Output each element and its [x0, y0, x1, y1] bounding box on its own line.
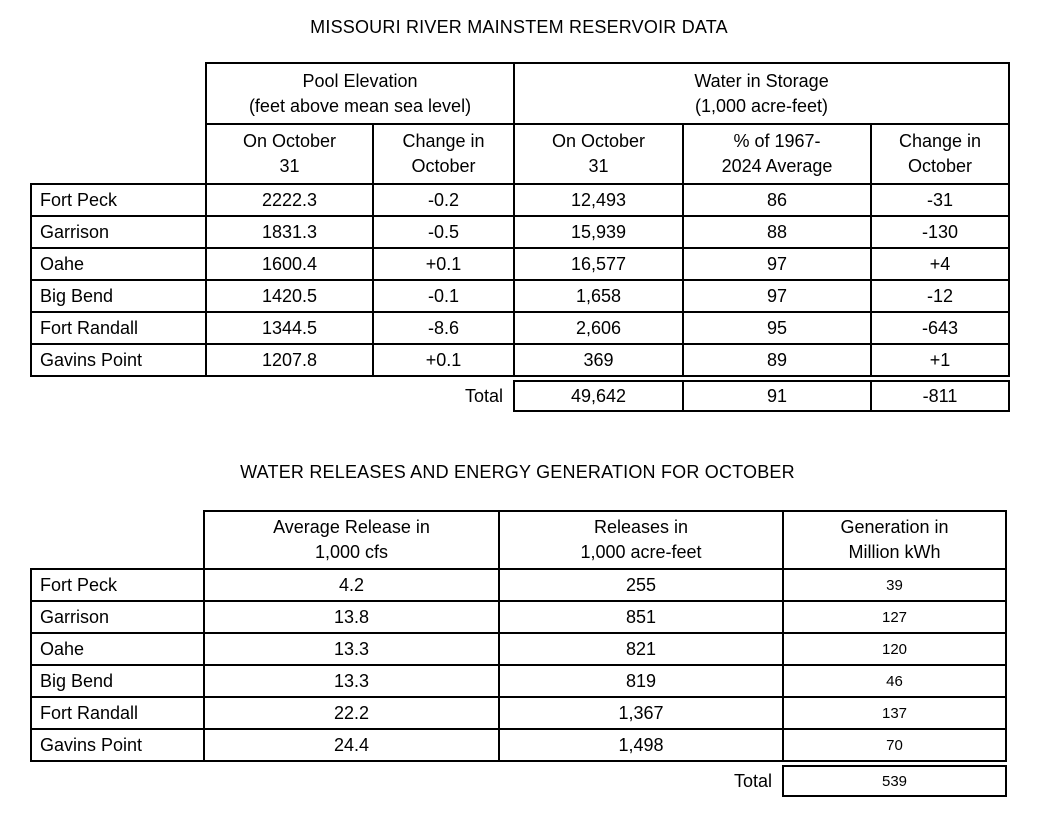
total-label: Total — [464, 385, 504, 406]
col-header-elev-on-october-31 — [206, 124, 373, 184]
data-cell: 4.2 — [204, 569, 499, 601]
data-cell: 1344.5 — [206, 312, 373, 344]
data-cell: 88 — [683, 216, 871, 248]
header-line: 31 — [279, 156, 300, 176]
data-cell: 1207.8 — [206, 344, 373, 376]
data-cell: 1,498 — [499, 729, 783, 761]
row-label: Big Bend — [31, 665, 204, 697]
header-line: (1,000 acre-feet) — [694, 95, 829, 116]
header-line: Change in — [402, 131, 485, 151]
header-line: % of 1967- — [733, 131, 821, 151]
data-cell: -0.1 — [373, 280, 514, 312]
total-label: Total — [733, 770, 772, 791]
header-line: 1,000 acre-feet — [580, 542, 702, 562]
header-line: Million kWh — [848, 542, 941, 562]
data-cell: -0.5 — [373, 216, 514, 248]
data-cell: 1,658 — [514, 280, 683, 312]
data-cell: -8.6 — [373, 312, 514, 344]
corner-spacer-cell — [31, 63, 206, 124]
col-header-average-release — [204, 511, 499, 569]
table-row-oahe — [31, 248, 1009, 280]
data-cell: 13.3 — [204, 633, 499, 665]
col-header-releases — [499, 511, 783, 569]
header-line: Pool Elevation — [302, 70, 418, 91]
data-cell: 13.3 — [204, 665, 499, 697]
data-cell: +0.1 — [373, 248, 514, 280]
table-row-garrison — [31, 601, 1006, 633]
corner-spacer-cell — [31, 511, 204, 569]
row-label: Garrison — [31, 601, 204, 633]
data-cell: 39 — [783, 569, 1006, 601]
table-row-gavins-point — [31, 729, 1006, 761]
data-cell: 821 — [499, 633, 783, 665]
reservoir-table-title: MISSOURI RIVER MAINSTEM RESERVOIR DATA — [310, 17, 728, 37]
header-line: (feet above mean sea level) — [248, 95, 472, 116]
table-row-gavins-point — [31, 344, 1009, 376]
header-row — [31, 511, 1006, 569]
data-cell: 97 — [683, 280, 871, 312]
col-header-storage-on-october-31 — [514, 124, 683, 184]
data-cell: 15,939 — [514, 216, 683, 248]
header-line: On October — [551, 131, 646, 151]
releases-table-title: WATER RELEASES AND ENERGY GENERATION FOR OCTOBER — [240, 462, 795, 482]
total-storage-pct: 91 — [683, 381, 871, 411]
data-cell: 16,577 — [514, 248, 683, 280]
data-cell: +1 — [871, 344, 1009, 376]
table-row-fort-peck — [31, 184, 1009, 216]
data-cell: 127 — [783, 601, 1006, 633]
data-cell: 2,606 — [514, 312, 683, 344]
header-line: Average Release in — [273, 517, 430, 537]
table-row-garrison — [31, 216, 1009, 248]
data-cell: -12 — [871, 280, 1009, 312]
header-line: October — [908, 156, 973, 176]
col-header-storage-change-in-october — [871, 124, 1009, 184]
col-group-pool-elevation — [206, 63, 514, 124]
data-cell: 255 — [499, 569, 783, 601]
total-storage-change: -811 — [871, 381, 1009, 411]
header-line: October — [411, 156, 476, 176]
data-cell: -0.2 — [373, 184, 514, 216]
col-header-generation — [783, 511, 1006, 569]
table-row-big-bend — [31, 280, 1009, 312]
data-cell: 13.8 — [204, 601, 499, 633]
row-label: Fort Randall — [31, 312, 206, 344]
total-generation: 539 — [783, 766, 1006, 796]
data-cell: -643 — [871, 312, 1009, 344]
sub-header-row — [31, 124, 1009, 184]
row-label: Big Bend — [31, 280, 206, 312]
data-cell: 86 — [683, 184, 871, 216]
header-line: Water in Storage — [694, 70, 829, 91]
data-cell: 89 — [683, 344, 871, 376]
data-cell: 12,493 — [514, 184, 683, 216]
data-cell: 46 — [783, 665, 1006, 697]
header-line: 1,000 cfs — [314, 542, 389, 562]
data-cell: 95 — [683, 312, 871, 344]
row-label: Garrison — [31, 216, 206, 248]
table-row-fort-randall — [31, 312, 1009, 344]
data-cell: 2222.3 — [206, 184, 373, 216]
data-cell: 22.2 — [204, 697, 499, 729]
table-row-oahe — [31, 633, 1006, 665]
header-line: 2024 Average — [721, 156, 833, 176]
data-cell: 120 — [783, 633, 1006, 665]
releases-total-row — [31, 766, 1006, 796]
table-row-fort-peck — [31, 569, 1006, 601]
reservoir-data-table — [30, 62, 1010, 412]
col-header-elev-change-in-october — [373, 124, 514, 184]
releases-energy-table — [30, 510, 1007, 797]
row-label: Oahe — [31, 633, 204, 665]
header-line: Releases in — [593, 517, 689, 537]
data-cell: 1420.5 — [206, 280, 373, 312]
row-label: Oahe — [31, 248, 206, 280]
header-line: Generation in — [840, 517, 949, 537]
reservoir-total-row — [31, 381, 1009, 411]
corner-spacer-cell — [31, 124, 206, 184]
group-header-row — [31, 63, 1009, 124]
row-label: Fort Peck — [31, 569, 204, 601]
data-cell: -130 — [871, 216, 1009, 248]
col-group-water-in-storage — [514, 63, 1009, 124]
data-cell: 70 — [783, 729, 1006, 761]
data-cell: 1831.3 — [206, 216, 373, 248]
data-cell: 1,367 — [499, 697, 783, 729]
col-header-storage-pct-of-average — [683, 124, 871, 184]
data-cell: +0.1 — [373, 344, 514, 376]
header-line: On October — [242, 131, 337, 151]
data-cell: 24.4 — [204, 729, 499, 761]
data-cell: 369 — [514, 344, 683, 376]
header-line: 31 — [588, 156, 609, 176]
total-storage-oct31: 49,642 — [514, 381, 683, 411]
table-row-big-bend — [31, 665, 1006, 697]
data-cell: 819 — [499, 665, 783, 697]
data-cell: +4 — [871, 248, 1009, 280]
data-cell: 97 — [683, 248, 871, 280]
data-cell: 851 — [499, 601, 783, 633]
row-label: Fort Randall — [31, 697, 204, 729]
header-line: Change in — [898, 131, 982, 151]
row-label: Gavins Point — [31, 344, 206, 376]
row-label: Fort Peck — [31, 184, 206, 216]
table-row-fort-randall — [31, 697, 1006, 729]
data-cell: -31 — [871, 184, 1009, 216]
data-cell: 1600.4 — [206, 248, 373, 280]
data-cell: 137 — [783, 697, 1006, 729]
row-label: Gavins Point — [31, 729, 204, 761]
